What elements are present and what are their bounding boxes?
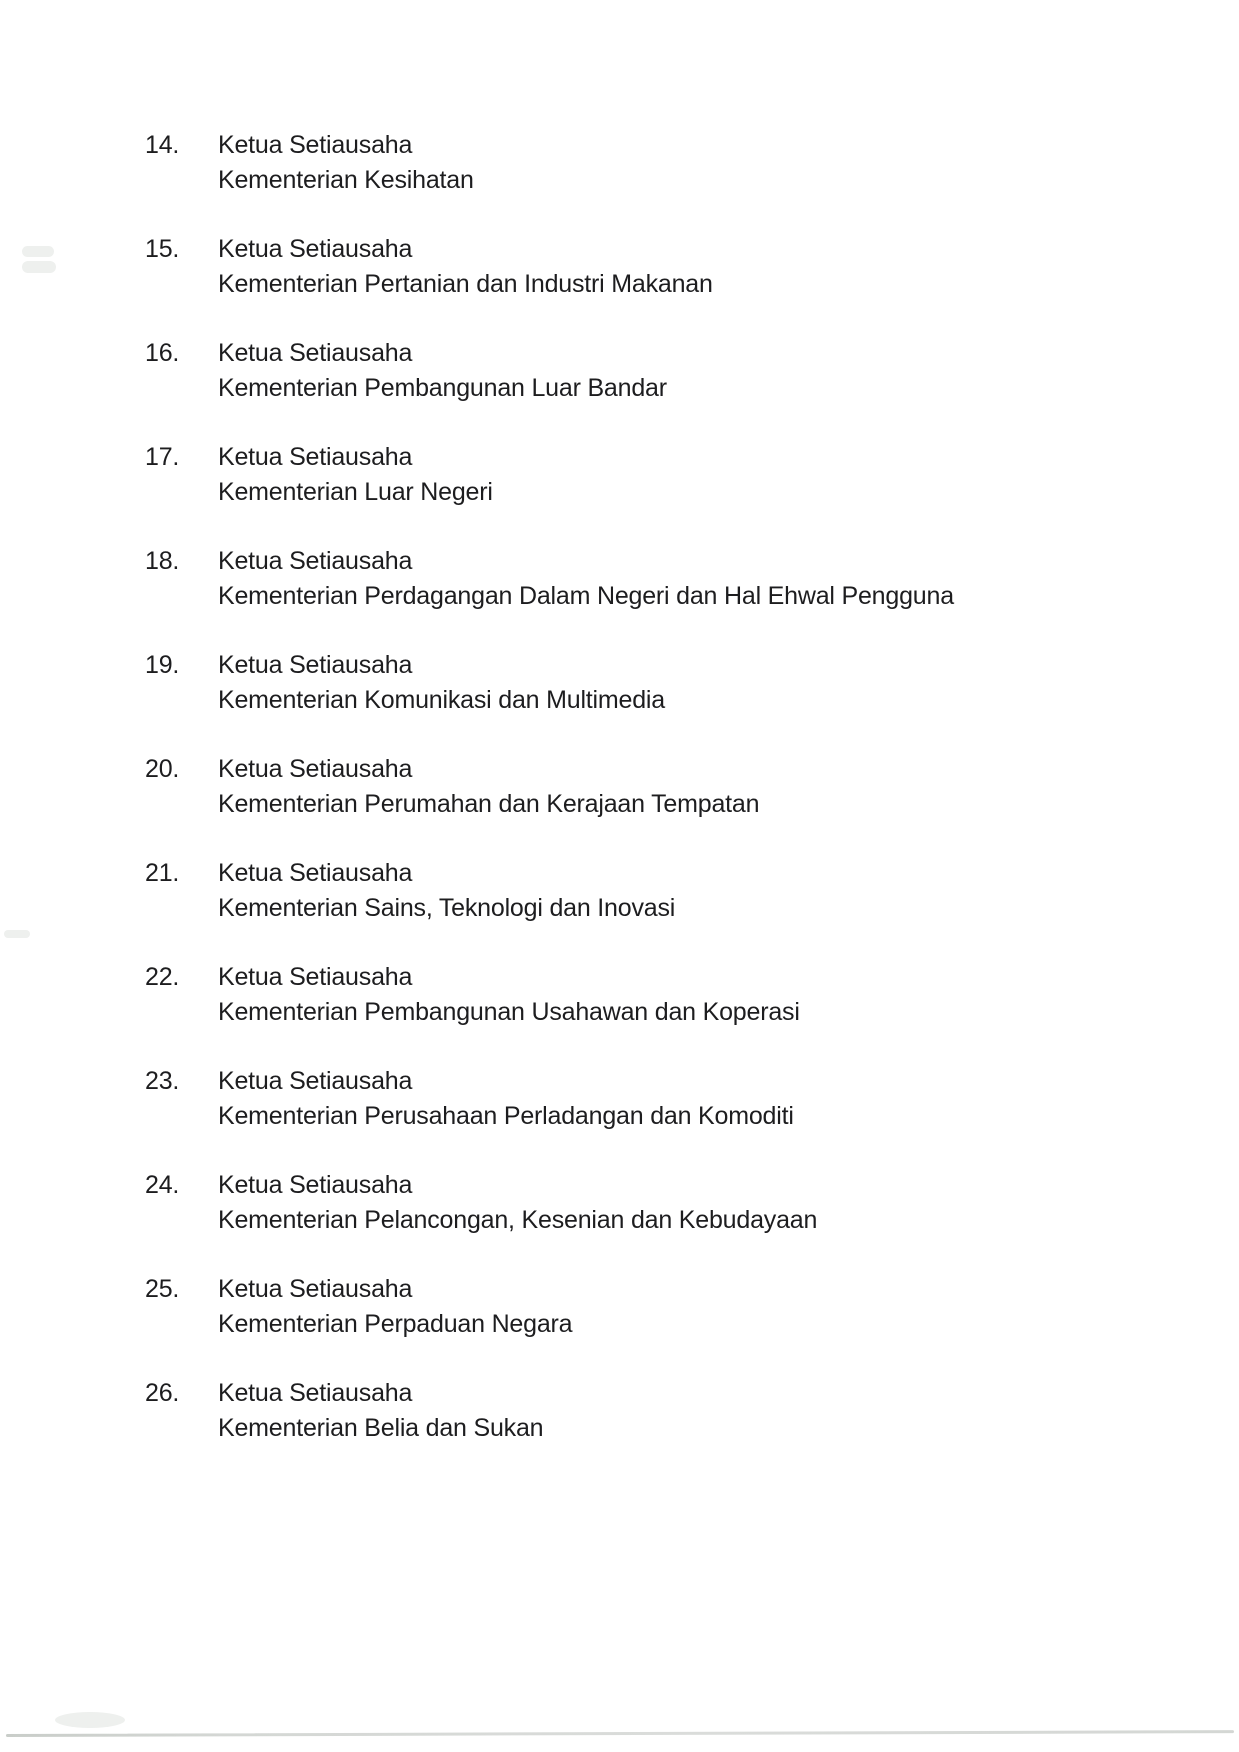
item-title: Ketua Setiausaha: [218, 963, 413, 991]
scan-smudge-artifact: [4, 930, 30, 938]
item-title: Ketua Setiausaha: [218, 235, 413, 263]
item-number: 16.: [145, 339, 180, 367]
item-title: Ketua Setiausaha: [218, 1067, 413, 1095]
list-item: [145, 232, 1199, 302]
item-text: [218, 856, 1199, 926]
item-number: 18.: [145, 547, 180, 575]
item-title: Ketua Setiausaha: [218, 131, 413, 159]
item-title: Ketua Setiausaha: [218, 1379, 413, 1407]
item-title: Ketua Setiausaha: [218, 859, 413, 887]
item-text: [218, 336, 1199, 406]
item-title: Ketua Setiausaha: [218, 443, 413, 471]
item-title: Ketua Setiausaha: [218, 547, 413, 575]
list-item: [145, 752, 1199, 822]
list-item: [145, 128, 1199, 198]
item-ministry: Kementerian Pembangunan Usahawan dan Koperasi: [218, 998, 800, 1026]
item-text: [218, 1064, 1199, 1134]
item-text: [218, 544, 1199, 614]
item-number: 26.: [145, 1379, 180, 1407]
list-item: [145, 544, 1199, 614]
item-number: 20.: [145, 755, 180, 783]
item-text: [218, 232, 1199, 302]
item-number: 14.: [145, 131, 180, 159]
scan-smudge-artifact: [22, 261, 56, 273]
item-ministry: Kementerian Sains, Teknologi dan Inovasi: [218, 894, 676, 922]
item-ministry: Kementerian Belia dan Sukan: [218, 1414, 544, 1442]
list-item: [145, 648, 1199, 718]
item-title: Ketua Setiausaha: [218, 755, 413, 783]
item-number: 24.: [145, 1171, 180, 1199]
item-text: [218, 1376, 1199, 1446]
item-title: Ketua Setiausaha: [218, 1171, 413, 1199]
item-text: [218, 648, 1199, 718]
item-number: 25.: [145, 1275, 180, 1303]
list-item: [145, 336, 1199, 406]
list-item: [145, 1064, 1199, 1134]
item-ministry: Kementerian Pertanian dan Industri Makanan: [218, 270, 713, 298]
item-text: [218, 128, 1199, 198]
list-item: [145, 440, 1199, 510]
item-number: 22.: [145, 963, 180, 991]
item-title: Ketua Setiausaha: [218, 651, 413, 679]
secretary-general-list: [145, 128, 1199, 1480]
list-item: [145, 960, 1199, 1030]
item-ministry: Kementerian Perpaduan Negara: [218, 1310, 573, 1338]
item-ministry: Kementerian Luar Negeri: [218, 478, 493, 506]
item-text: [218, 1272, 1199, 1342]
item-title: Ketua Setiausaha: [218, 339, 413, 367]
item-number: 21.: [145, 859, 180, 887]
list-item: [145, 1272, 1199, 1342]
item-title: Ketua Setiausaha: [218, 1275, 413, 1303]
scan-smudge-artifact: [55, 1712, 125, 1728]
item-ministry: Kementerian Perusahaan Perladangan dan Komoditi: [218, 1102, 794, 1130]
item-ministry: Kementerian Pelancongan, Kesenian dan Kebudayaan: [218, 1206, 818, 1234]
list-item: [145, 1376, 1199, 1446]
item-text: [218, 1168, 1199, 1238]
item-text: [218, 752, 1199, 822]
list-item: [145, 1168, 1199, 1238]
item-text: [218, 960, 1199, 1030]
item-number: 19.: [145, 651, 180, 679]
scan-smudge-artifact: [22, 246, 54, 257]
item-number: 17.: [145, 443, 180, 471]
item-ministry: Kementerian Kesihatan: [218, 166, 474, 194]
item-number: 23.: [145, 1067, 180, 1095]
item-ministry: Kementerian Komunikasi dan Multimedia: [218, 686, 665, 714]
item-ministry: Kementerian Pembangunan Luar Bandar: [218, 374, 667, 402]
item-number: 15.: [145, 235, 180, 263]
list-item: [145, 856, 1199, 926]
scan-bottom-line-artifact: [6, 1730, 1234, 1737]
item-ministry: Kementerian Perdagangan Dalam Negeri dan Hal Ehwal Pengguna: [218, 582, 954, 610]
item-ministry: Kementerian Perumahan dan Kerajaan Tempatan: [218, 790, 760, 818]
item-text: [218, 440, 1199, 510]
